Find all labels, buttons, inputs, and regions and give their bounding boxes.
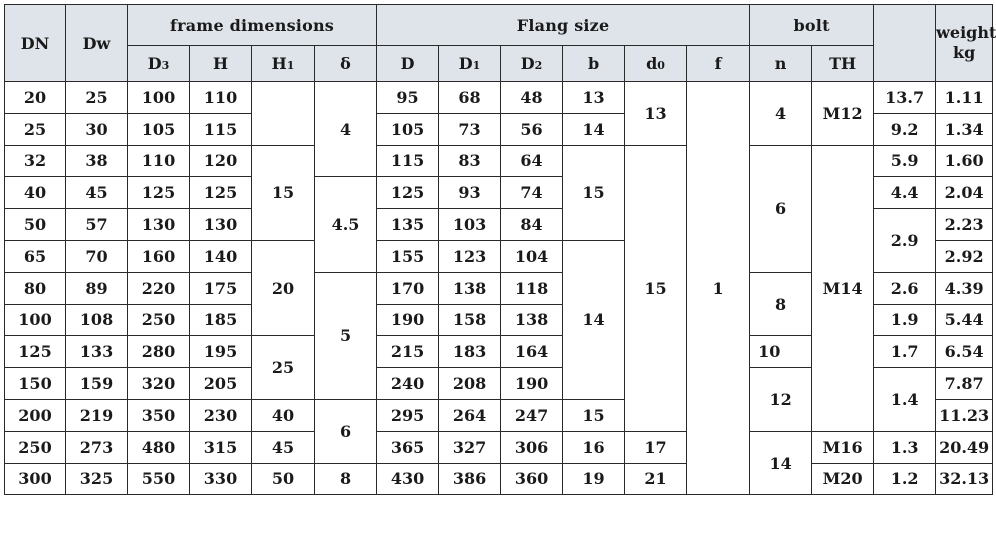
cell-d2: 118 [501,272,563,304]
cell-d2: 360 [501,463,563,495]
header-d3: D3 [128,46,190,82]
cell-d: 115 [377,145,439,177]
cell-d3: 160 [128,240,190,272]
cell-d: 135 [377,209,439,241]
header-frame-dimensions: frame dimensions [128,5,377,46]
cell-weight: 11.23 [936,399,993,431]
cell-weight: 7.87 [936,368,993,400]
cell-d: 365 [377,431,439,463]
cell-dw: 25 [66,82,128,114]
cell-h: 125 [190,177,252,209]
cell-n: 8 [750,272,812,336]
cell-dw: 325 [66,463,128,495]
cell-h1: 50 [252,463,315,495]
cell-d2: 84 [501,209,563,241]
header-b: b [563,46,625,82]
cell-h1: 15 [252,145,315,240]
header-dn: DN [5,5,66,82]
cell-d: 95 [377,82,439,114]
cell-dw: 45 [66,177,128,209]
header-d: D [377,46,439,82]
cell-dn: 65 [5,240,66,272]
header-flang-size: Flang size [377,5,750,46]
cell-extra: 1.7 [874,336,936,368]
cell-n: 6 [750,145,812,272]
cell-d3: 320 [128,368,190,400]
cell-d2: 164 [501,336,563,368]
cell-d1: 123 [439,240,501,272]
cell-d3: 480 [128,431,190,463]
cell-d: 105 [377,113,439,145]
cell-d2: 104 [501,240,563,272]
cell-dn: 150 [5,368,66,400]
cell-h: 175 [190,272,252,304]
cell-d1: 93 [439,177,501,209]
header-d2: D2 [501,46,563,82]
cell-h: 330 [190,463,252,495]
cell-h: 315 [190,431,252,463]
cell-d: 295 [377,399,439,431]
header-weight [936,5,996,82]
cell-d: 125 [377,177,439,209]
cell-d2: 138 [501,304,563,336]
header-f: f [687,46,750,82]
cell-dn: 80 [5,272,66,304]
cell-extra: 9.2 [874,113,936,145]
cell-th: M12 [812,82,874,146]
cell-dw: 70 [66,240,128,272]
header-th: TH [812,46,874,82]
cell-weight: 2.04 [936,177,993,209]
cell-n: 4 [750,82,812,146]
cell-d1: 158 [439,304,501,336]
header-row-columns [5,46,993,82]
cell-d1: 138 [439,272,501,304]
cell-weight: 6.54 [936,336,993,368]
cell-d1: 183 [439,336,501,368]
table-row [5,145,993,177]
cell-b: 13 [563,82,625,114]
cell-d1: 73 [439,113,501,145]
cell-b: 15 [563,399,625,431]
cell-delta: 5 [315,272,377,399]
cell-dn: 250 [5,431,66,463]
cell-extra: 1.4 [874,368,936,432]
cell-th: M16 [812,431,874,463]
cell-extra: 1.9 [874,304,936,336]
cell-b: 14 [563,240,625,399]
cell-weight: 5.44 [936,304,993,336]
header-bolt: bolt [750,5,874,46]
cell-h1: 25 [252,336,315,400]
cell-extra: 5.9 [874,145,936,177]
cell-h: 205 [190,368,252,400]
cell-dn: 200 [5,399,66,431]
header-dw: Dw [66,5,128,82]
cell-dn: 300 [5,463,66,495]
cell-d0: 17 [625,431,687,463]
cell-n: 10 [750,336,812,368]
cell-h1: 20 [252,240,315,335]
spec-table-container [4,4,996,495]
cell-h: 185 [190,304,252,336]
cell-d3: 130 [128,209,190,241]
cell-h: 195 [190,336,252,368]
header-weight-line1: weight [936,23,996,42]
cell-d2: 64 [501,145,563,177]
cell-dw: 57 [66,209,128,241]
cell-d3: 550 [128,463,190,495]
cell-dw: 108 [66,304,128,336]
cell-h1-empty [252,82,315,146]
cell-weight: 4.39 [936,272,993,304]
cell-d0: 21 [625,463,687,495]
cell-b: 14 [563,113,625,145]
header-n: n [750,46,812,82]
cell-extra: 2.9 [874,209,936,273]
cell-h: 115 [190,113,252,145]
cell-extra: 1.3 [874,431,936,463]
cell-d3: 125 [128,177,190,209]
cell-d: 190 [377,304,439,336]
cell-dw: 89 [66,272,128,304]
cell-weight: 32.13 [936,463,993,495]
cell-h1: 40 [252,399,315,431]
cell-delta: 4.5 [315,177,377,272]
flange-spec-table [4,4,996,495]
cell-f: 1 [687,82,750,495]
cell-d1: 327 [439,431,501,463]
header-h: H [190,46,252,82]
cell-d3: 220 [128,272,190,304]
table-row [5,431,993,463]
cell-h1: 45 [252,431,315,463]
cell-d2: 247 [501,399,563,431]
cell-d3: 350 [128,399,190,431]
cell-delta: 8 [315,463,377,495]
cell-dn: 20 [5,82,66,114]
cell-d3: 280 [128,336,190,368]
cell-th: M20 [812,463,874,495]
cell-extra: 4.4 [874,177,936,209]
cell-extra: 2.6 [874,272,936,304]
cell-d3: 110 [128,145,190,177]
cell-dn: 32 [5,145,66,177]
cell-d2: 56 [501,113,563,145]
cell-d: 430 [377,463,439,495]
cell-n: 14 [750,431,812,495]
cell-h: 130 [190,209,252,241]
header-delta: δ [315,46,377,82]
cell-extra: 1.2 [874,463,936,495]
cell-dw: 219 [66,399,128,431]
cell-n: 12 [750,368,812,432]
table-row [5,463,993,495]
cell-d: 215 [377,336,439,368]
cell-b: 16 [563,431,625,463]
cell-dn: 40 [5,177,66,209]
cell-weight: 1.34 [936,113,993,145]
cell-dn: 125 [5,336,66,368]
cell-weight: 20.49 [936,431,993,463]
cell-h: 110 [190,82,252,114]
header-d0: d0 [625,46,687,82]
header-d1: D1 [439,46,501,82]
cell-d2: 74 [501,177,563,209]
cell-d2: 190 [501,368,563,400]
cell-d3: 105 [128,113,190,145]
cell-dw: 133 [66,336,128,368]
cell-weight: 2.23 [936,209,993,241]
table-row [5,82,993,114]
cell-d1: 103 [439,209,501,241]
cell-d3: 100 [128,82,190,114]
cell-weight: 1.60 [936,145,993,177]
cell-h: 140 [190,240,252,272]
cell-dw: 38 [66,145,128,177]
cell-d2: 306 [501,431,563,463]
cell-d: 155 [377,240,439,272]
cell-weight: 1.11 [936,82,993,114]
cell-delta: 6 [315,399,377,463]
cell-b: 19 [563,463,625,495]
cell-d1: 68 [439,82,501,114]
cell-d1: 83 [439,145,501,177]
cell-dn: 100 [5,304,66,336]
cell-d1: 208 [439,368,501,400]
cell-dw: 159 [66,368,128,400]
cell-th: M14 [812,145,874,431]
cell-d3: 250 [128,304,190,336]
header-row-groups [5,5,993,46]
cell-d: 240 [377,368,439,400]
header-unlabeled [874,5,936,82]
cell-d0: 15 [625,145,687,431]
cell-d2: 48 [501,82,563,114]
cell-d0: 13 [625,82,687,146]
cell-h: 230 [190,399,252,431]
cell-dw: 273 [66,431,128,463]
cell-d1: 264 [439,399,501,431]
header-weight-line2: kg [952,43,976,62]
cell-weight: 2.92 [936,240,993,272]
cell-dw: 30 [66,113,128,145]
cell-delta: 4 [315,82,377,177]
cell-dn: 25 [5,113,66,145]
cell-d1: 386 [439,463,501,495]
cell-b: 15 [563,145,625,240]
cell-dn: 50 [5,209,66,241]
header-h1: H1 [252,46,315,82]
cell-d: 170 [377,272,439,304]
cell-h: 120 [190,145,252,177]
cell-extra: 13.7 [874,82,936,114]
